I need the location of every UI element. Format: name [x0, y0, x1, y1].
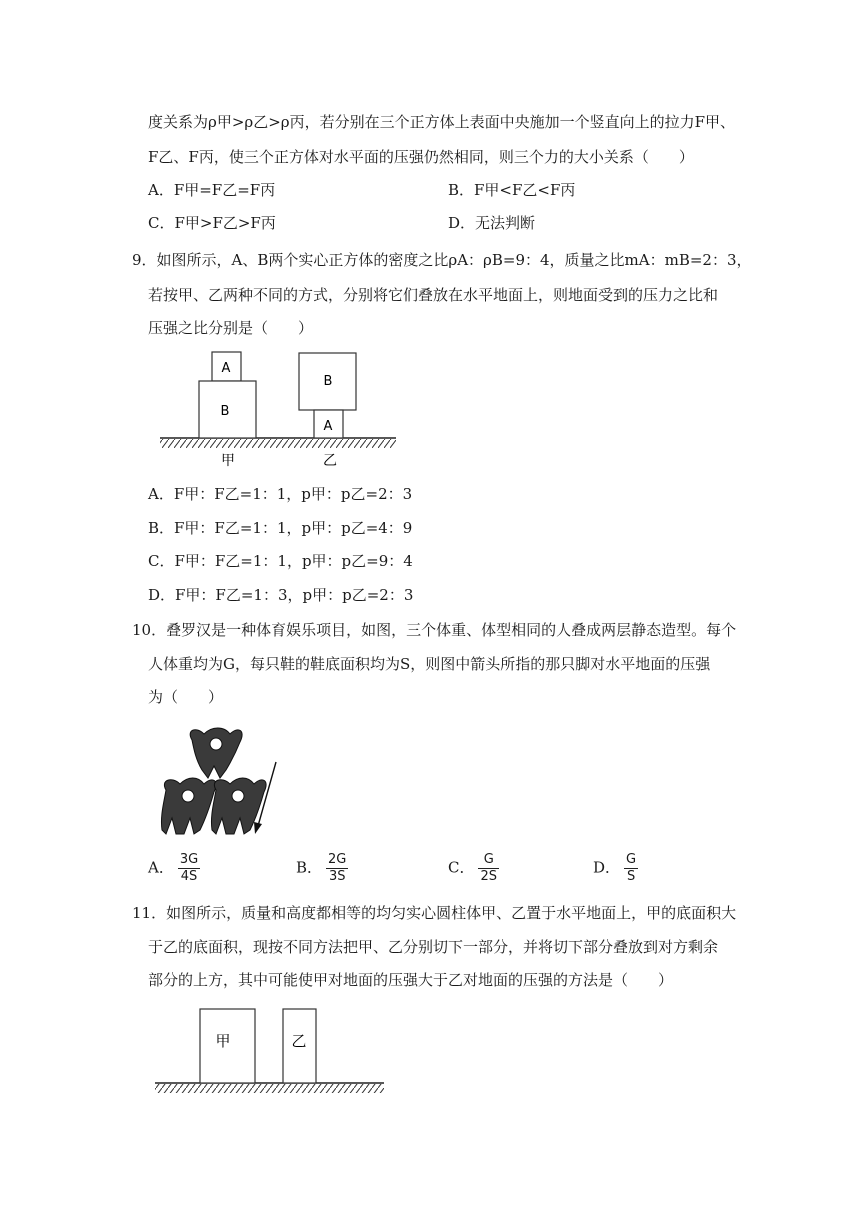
q9-stem-line-3: 压强之比分别是（ ）: [148, 319, 314, 337]
q10-option-b-denominator: 3S: [328, 869, 346, 884]
q9-label-right-a: A: [323, 419, 333, 434]
q10-option-a-numerator: 3G: [179, 852, 199, 867]
q9-stem-line-2: 若按甲、乙两种不同的方式，分别将它们叠放在水平地面上，则地面受到的压力之比和: [148, 286, 719, 304]
q11-stem-line-3: 部分的上方，其中可能使甲对地面的压强大于乙对地面的压强的方法是（ ）: [148, 971, 674, 989]
q10-option-b-numerator: 2G: [328, 852, 347, 867]
q9-option-d[interactable]: D．F甲：F乙=1：3，p甲：p乙=2：3: [148, 586, 414, 604]
q11-label-jia: 甲: [215, 1032, 231, 1050]
q8-option-a[interactable]: A．F甲=F乙=F丙: [148, 181, 276, 199]
q10-option-c-label: C．: [448, 858, 475, 877]
q11-ground-hatch: [155, 1084, 384, 1093]
q9-caption-yi: 乙: [323, 453, 337, 469]
q10-option-b[interactable]: [296, 852, 348, 885]
q10-stem-line-1: 10．叠罗汉是一种体育娱乐项目，如图，三个体重、体型相同的人叠成两层静态造型。每个: [132, 621, 737, 639]
q10-option-c[interactable]: [448, 852, 499, 885]
q10-option-c-denominator: 2S: [480, 869, 498, 884]
q9-label-left-a: A: [221, 361, 231, 376]
q9-ground-hatch: [160, 439, 396, 448]
q10-option-d-numerator: G: [626, 852, 637, 867]
q10-option-d[interactable]: [593, 852, 638, 885]
q10-option-d-label: D．: [593, 858, 621, 877]
q10-option-b-label: B．: [296, 858, 323, 877]
q10-option-a[interactable]: [148, 852, 200, 885]
q10-option-a-label: A．: [148, 858, 174, 877]
q11-stem-line-2: 于乙的底面积，现按不同方法把甲、乙分别切下一部分，并将切下部分叠放到对方剩余: [148, 938, 719, 956]
q9-label-right-b: B: [323, 374, 333, 389]
q10-stem-line-2: 人体重均为G，每只鞋的鞋底面积均为S，则图中箭头所指的那只脚对水平地面的压强: [148, 655, 711, 673]
q10-option-d-denominator: S: [626, 869, 636, 884]
q9-option-a[interactable]: A．F甲：F乙=1：1，p甲：p乙=2：3: [148, 485, 413, 503]
q10-option-d-fraction: [624, 852, 638, 885]
q9-label-left-b: B: [220, 404, 230, 419]
q10-option-b-fraction: [326, 852, 348, 885]
q10-option-a-denominator: 4S: [180, 869, 198, 884]
q8-option-c[interactable]: C．F甲>F乙>F丙: [148, 214, 276, 232]
q8-stem-line-1: 度关系为ρ甲>ρ乙>ρ丙，若分别在三个正方体上表面中央施加一个竖直向上的拉力F甲、: [148, 113, 736, 131]
q11-figure: [155, 1009, 384, 1093]
q10-option-c-fraction: [478, 852, 499, 885]
q11-label-yi: 乙: [291, 1032, 307, 1050]
q10-figure: [161, 728, 266, 834]
q11-stem-line-1: 11．如图所示，质量和高度都相等的均匀实心圆柱体甲、乙置于水平地面上，甲的底面积大: [132, 904, 737, 922]
q9-stem-line-1: 9．如图所示，A、B两个实心正方体的密度之比ρA：ρB=9：4，质量之比mA：mB=2：3，: [132, 251, 752, 269]
q9-figure: [160, 352, 396, 469]
q10-option-a-fraction: [178, 852, 200, 885]
q10-stem-line-3: 为（ ）: [148, 688, 224, 706]
q10-top-person: [190, 728, 242, 778]
q8-stem-line-2: F乙、F丙，使三个正方体对水平面的压强仍然相同，则三个力的大小关系（ ）: [148, 148, 694, 166]
q8-option-b[interactable]: B．F甲<F乙<F丙: [448, 181, 576, 199]
q9-option-c[interactable]: C．F甲：F乙=1：1，p甲：p乙=9：4: [148, 552, 413, 570]
q10-option-c-numerator: G: [478, 852, 499, 869]
q9-caption-jia: 甲: [221, 453, 235, 469]
q9-option-b[interactable]: B．F甲：F乙=1：1，p甲：p乙=4：9: [148, 519, 413, 537]
q8-option-d[interactable]: D．无法判断: [448, 214, 536, 232]
q10-bottom-left-person: [161, 778, 216, 834]
